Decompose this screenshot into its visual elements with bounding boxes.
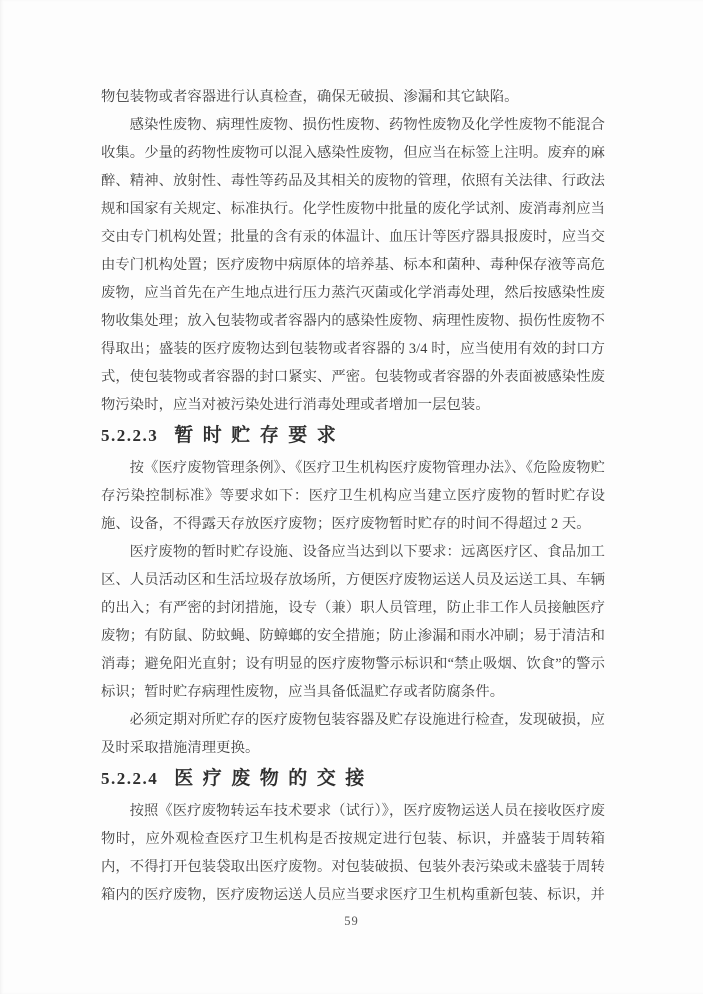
- heading-number: 5.2.2.3: [101, 426, 159, 445]
- paragraph-storage-regulations: 按《医疗废物管理条例》、《医疗卫生机构医疗废物管理办法》、《危险废物贮存污染控制标准》等要求如下：医疗卫生机构应当建立医疗废物的暂时贮存设施、设备，不得露天存放医疗废物；医疗废物暂时贮存的时间不得超过 2 天。: [101, 460, 605, 532]
- paragraph-waste-collection: 感染性废物、病理性废物、损伤性废物、药物性废物及化学性废物不能混合收集。少量的药物性废物可以混入感染性废物，但应当在标签上注明。废弃的麻醉、精神、放射性、毒性等药品及其相关的废物的管理，依照有关法律、行政法规和国家有关规定、标准执行。化学性废物中批量的废化学试剂、废消毒剂应当交由专门机构处置；批量的含有汞的体温计、血压计等医疗器具报废时，应当交由专门机构处置；医疗废物中病原体的培养基、标本和菌种、毒种保存液等高危废物，应当首先在产生地点进行压力蒸汽灭菌或化学消毒处理，然后按感染性废物收集处理；放入包装物或者容器内的感染性废物、病理性废物、损伤性废物不得取出；盛装的医疗废物达到包装物或者容器的 3/4 时，应当使用有效的封口方式，使包装物或者容器的封口紧实、严密。包装物或者容器的外表面被感染性废物污染时，应当对被污染处进行消毒处理或者增加一层包装。: [101, 117, 605, 413]
- section-heading-5223: [101, 422, 605, 447]
- heading-title: 医疗废物的交接: [174, 768, 374, 789]
- heading-title: 暂时贮存要求: [174, 425, 346, 446]
- paragraph-storage-facility-requirements: 医疗废物的暂时贮存设施、设备应当达到以下要求：远离医疗区、食品加工区、人员活动区和生活垃圾存放场所，方便医疗废物运送人员及运送工具、车辆的出入；有严密的封闭措施，设专（兼）职人员管理，防止非工作人员接触医疗废物；有防鼠、防蚊蝇、防蟑螂的安全措施；防止渗漏和雨水冲刷；易于清洁和消毒；避免阳光直射；设有明显的医疗废物警示标识和“禁止吸烟、饮食”的警示标识；暂时贮存病理性废物，应当具备低温贮存或者防腐条件。: [101, 544, 605, 700]
- page-number: 59: [344, 914, 359, 928]
- section-heading-5224: [101, 765, 605, 790]
- heading-number: 5.2.2.4: [101, 769, 159, 788]
- page-content: [101, 83, 605, 909]
- paragraph-continuation: 物包装物或者容器进行认真检查，确保无破损、渗漏和其它缺陷。: [101, 89, 519, 105]
- paragraph-waste-handover: 按照《医疗废物转运车技术要求（试行）》，医疗废物运送人员在接收医疗废物时，应外观检查医疗卫生机构是否按规定进行包装、标识，并盛装于周转箱内，不得打开包装袋取出医疗废物。对包装破损、包装外表污染或未盛装于周转箱内的医疗废物，医疗废物运送人员应当要求医疗卫生机构重新包装、标识，并: [101, 803, 605, 903]
- paragraph-storage-inspection: 必须定期对所贮存的医疗废物包装容器及贮存设施进行检查，发现破损，应及时采取措施清理更换。: [101, 712, 605, 756]
